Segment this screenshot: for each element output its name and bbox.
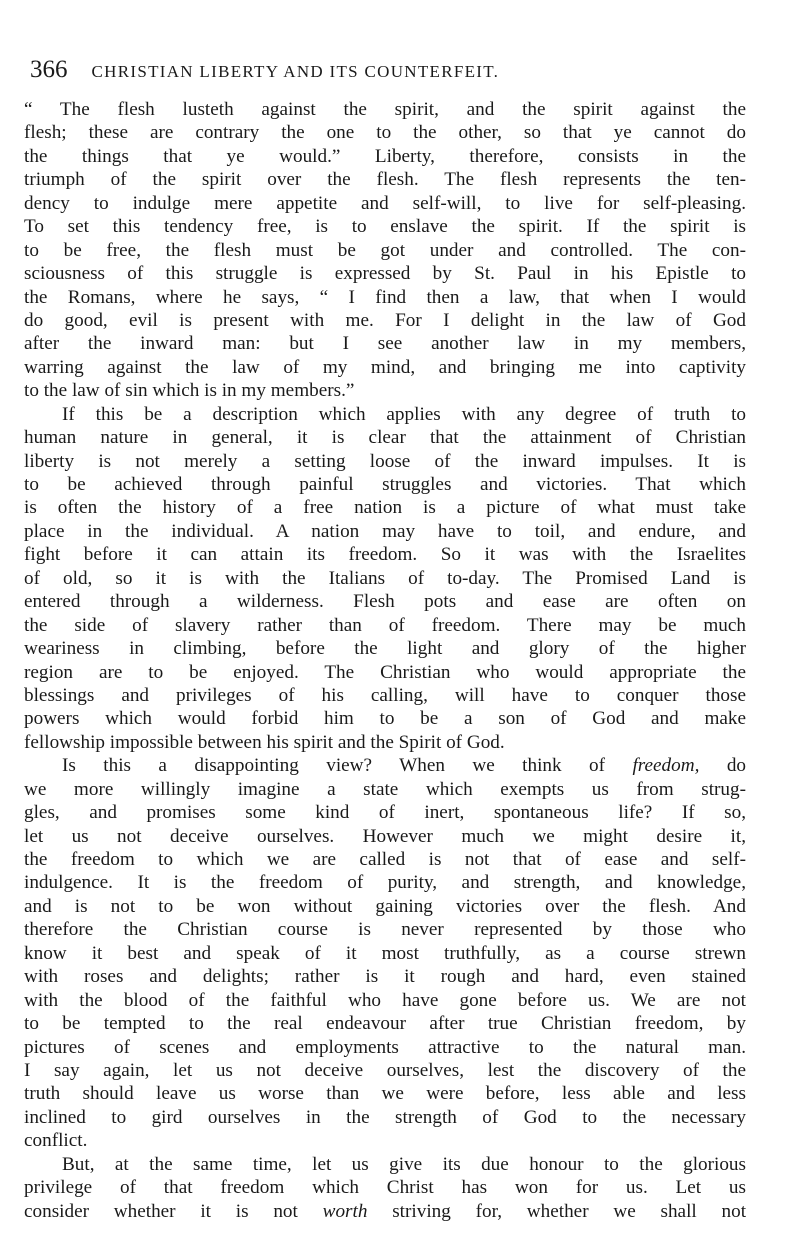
text-line: triumph of the spirit over the flesh. The flesh represents the ten- — [24, 169, 746, 191]
page-number: 366 — [30, 56, 68, 83]
text-line: do good, evil is present with me. For I delight in the law of God — [24, 309, 746, 331]
text-line: the side of slavery rather than of freedom. There may be much — [24, 614, 746, 636]
text-line: sciousness of this struggle is expressed by St. Paul in his Epistle to — [24, 263, 746, 285]
text-line: weariness in climbing, before the light and glory of the higher — [24, 638, 746, 660]
paragraph-4 — [24, 1153, 746, 1223]
text-line: to be free, the flesh must be got under and controlled. The con- — [24, 239, 746, 261]
text-segment: Is this a disappointing view? When we think of — [62, 755, 606, 777]
text-line: fight before it can attain its freedom. So it was with the Israelites — [24, 544, 746, 566]
text-line: To set this tendency free, is to enslave the spirit. If the spirit is — [24, 216, 746, 238]
text-line: human nature in general, it is clear that the attainment of Christian — [24, 427, 746, 449]
text-line: is often the history of a free nation is a picture of what must take — [24, 497, 746, 519]
text-line: and is not to be won without gaining victories over the flesh. And — [24, 895, 746, 917]
text-line: therefore the Christian course is never represented by those who — [24, 919, 746, 941]
text-line: inclined to gird ourselves in the strength of God to the necessary — [24, 1106, 746, 1128]
text-line: entered through a wilderness. Flesh pots and ease are often on — [24, 591, 746, 613]
text-segment: striving for, whether we shall not — [392, 1200, 747, 1222]
text-line: to be achieved through painful struggles and victories. That which — [24, 474, 746, 495]
emphasis-worth: worth — [322, 1200, 368, 1222]
text-line-with-emphasis — [24, 1200, 746, 1223]
page-header — [30, 56, 750, 86]
text-line: after the inward man: but I see another law in my members, — [24, 333, 746, 355]
text-line: place in the individual. A nation may have to toil, and endure, and — [24, 520, 746, 542]
text-line: truth should leave us worse than we were before, less able and less — [24, 1083, 746, 1105]
text-line: of old, so it is with the Italians of to-day. The Promised Land is — [24, 567, 746, 589]
emphasis-freedom: freedom, — [632, 755, 700, 777]
text-line: I say again, let us not deceive ourselves, lest the discovery of the — [24, 1059, 746, 1081]
text-line: If this be a description which applies with any degree of truth to — [62, 403, 746, 425]
text-line: blessings and privileges of his calling, will have to conquer those — [24, 684, 746, 706]
text-line: region are to be enjoyed. The Christian who would appropriate the — [24, 661, 746, 683]
text-line: the Romans, where he says, “ I find then a law, that when I would — [24, 286, 746, 308]
text-line: flesh; these are contrary the one to the other, so that ye cannot do — [24, 122, 746, 144]
paragraph-1 — [24, 98, 746, 403]
text-line: know it best and speak of it most truthfully, as a course strewn — [24, 942, 746, 964]
text-line: indulgence. It is the freedom of purity, and strength, and knowledge, — [24, 872, 746, 894]
text-line: conflict. — [24, 1130, 88, 1152]
text-line: dency to indulge mere appetite and self-will, to live for self-pleasing. — [24, 192, 746, 214]
text-line-with-emphasis — [24, 754, 746, 777]
text-line: with roses and delights; rather is it rough and hard, even stained — [24, 966, 746, 988]
text-line: gles, and promises some kind of inert, spontaneous life? If so, — [24, 802, 746, 824]
text-line: liberty is not merely a setting loose of the inward impulses. It is — [24, 450, 746, 472]
text-line: to the law of sin which is in my members.” — [24, 380, 355, 402]
paragraph-2 — [24, 403, 746, 755]
text-line: with the blood of the faithful who have gone before us. We are not — [24, 989, 746, 1011]
text-segment: consider whether it is not — [24, 1200, 298, 1222]
text-line: the things that ye would.” Liberty, therefore, consists in the — [24, 145, 746, 167]
text-line: the freedom to which we are called is not that of ease and self- — [24, 849, 746, 870]
running-title: CHRISTIAN LIBERTY AND ITS COUNTERFEIT. — [91, 62, 500, 81]
text-line: warring against the law of my mind, and bringing me into captivity — [24, 356, 746, 378]
text-line: privilege of that freedom which Christ has won for us. Let us — [24, 1177, 746, 1199]
text-segment: do — [726, 755, 747, 777]
book-page — [24, 0, 754, 1245]
text-line: But, at the same time, let us give its due honour to the glorious — [62, 1153, 746, 1175]
text-line: powers which would forbid him to be a son of God and make — [24, 708, 746, 730]
text-line: pictures of scenes and employments attractive to the natural man. — [24, 1036, 746, 1058]
paragraph-3 — [24, 754, 746, 1152]
text-line: let us not deceive ourselves. However much we might desire it, — [24, 825, 746, 847]
text-line: we more willingly imagine a state which exempts us from strug- — [24, 778, 746, 800]
body-text — [24, 98, 746, 1223]
text-line: fellowship impossible between his spirit and the Spirit of God. — [24, 731, 505, 753]
text-line: “ The flesh lusteth against the spirit, and the spirit against the — [24, 99, 746, 120]
text-line: to be tempted to the real endeavour after true Christian freedom, by — [24, 1013, 746, 1035]
